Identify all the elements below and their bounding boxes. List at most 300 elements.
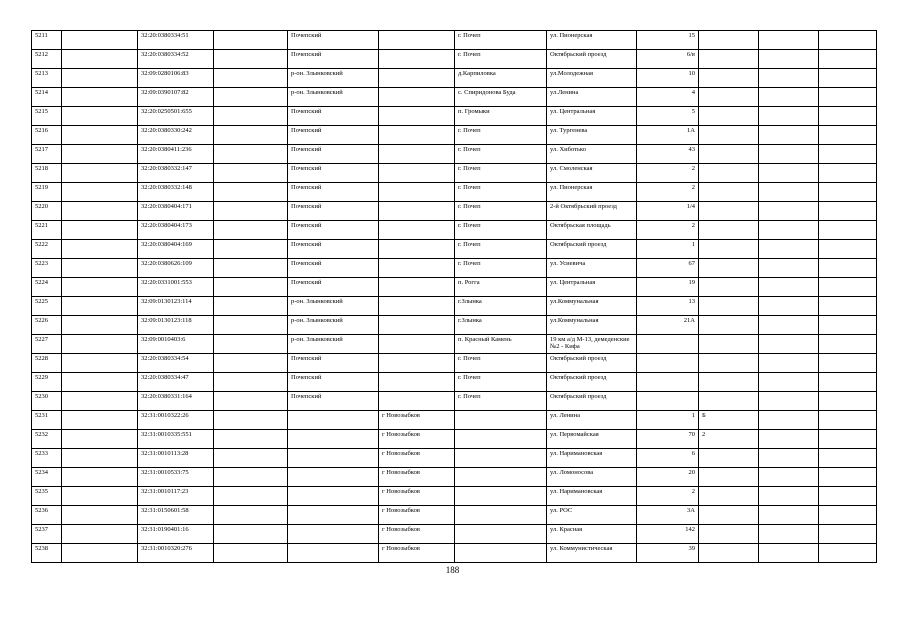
- table-cell: 5233: [32, 449, 62, 468]
- table-cell: [759, 164, 819, 183]
- table-cell: [455, 430, 547, 449]
- table-cell: 5235: [32, 487, 62, 506]
- table-cell: 32:31:0150601:58: [138, 506, 214, 525]
- table-cell: [819, 316, 877, 335]
- table-cell: [759, 107, 819, 126]
- table-cell: [699, 449, 759, 468]
- table-cell: [62, 107, 138, 126]
- table-cell: д.Карпиловка: [455, 69, 547, 88]
- table-cell: [62, 506, 138, 525]
- table-cell: [214, 506, 288, 525]
- table-cell: г Новозыбков: [379, 506, 455, 525]
- table-cell: [62, 487, 138, 506]
- table-cell: ул.Молодежная: [547, 69, 637, 88]
- table-cell: с. Спиридонова Буда: [455, 88, 547, 107]
- table-cell: [214, 354, 288, 373]
- table-cell: 32:20:0380404:169: [138, 240, 214, 259]
- table-cell: 43: [637, 145, 699, 164]
- table-cell: г. Почеп: [455, 221, 547, 240]
- table-cell: 5: [637, 107, 699, 126]
- table-cell: [379, 335, 455, 354]
- table-cell: 32:20:0331001:553: [138, 278, 214, 297]
- table-cell: [819, 525, 877, 544]
- table-row: [32, 392, 877, 411]
- table-cell: г. Почеп: [455, 373, 547, 392]
- table-cell: [62, 183, 138, 202]
- table-cell: ул. Ленина: [547, 411, 637, 430]
- table-cell: п. Громыки: [455, 107, 547, 126]
- table-row: [32, 487, 877, 506]
- table-cell: [214, 50, 288, 69]
- table-cell: [699, 506, 759, 525]
- table-cell: ул. Центральная: [547, 107, 637, 126]
- table-cell: [214, 202, 288, 221]
- table-cell: [455, 525, 547, 544]
- table-cell: 5237: [32, 525, 62, 544]
- table-cell: [62, 31, 138, 50]
- table-cell: [455, 544, 547, 563]
- table-cell: [214, 297, 288, 316]
- table-cell: г. Почеп: [455, 126, 547, 145]
- table-cell: Почепский: [288, 107, 379, 126]
- table-cell: 32:09:0280106:83: [138, 69, 214, 88]
- table-cell: [819, 411, 877, 430]
- table-cell: [699, 164, 759, 183]
- table-cell: [699, 544, 759, 563]
- table-cell: [819, 126, 877, 145]
- table-cell: [62, 145, 138, 164]
- table-cell: [819, 164, 877, 183]
- table-cell: г Новозыбков: [379, 430, 455, 449]
- table-cell: [214, 88, 288, 107]
- table-cell: г. Почеп: [455, 164, 547, 183]
- table-row: [32, 506, 877, 525]
- table-cell: [759, 392, 819, 411]
- table-cell: Б: [699, 411, 759, 430]
- table-cell: [214, 126, 288, 145]
- table-cell: ул. Первомайская: [547, 430, 637, 449]
- table-cell: [288, 411, 379, 430]
- table-cell: [288, 468, 379, 487]
- table-row: [32, 31, 877, 50]
- table-cell: ул. Наримановская: [547, 449, 637, 468]
- table-cell: [62, 354, 138, 373]
- table-cell: 2-й Октябрьский проезд: [547, 202, 637, 221]
- table-cell: г. Почеп: [455, 354, 547, 373]
- table-cell: р-он. Злынковский: [288, 297, 379, 316]
- table-cell: 1/4: [637, 202, 699, 221]
- table-cell: [62, 430, 138, 449]
- table-cell: [699, 107, 759, 126]
- registry-rows: [32, 31, 877, 563]
- table-cell: ул.Ленина: [547, 88, 637, 107]
- table-cell: г Новозыбков: [379, 468, 455, 487]
- table-cell: 39: [637, 544, 699, 563]
- table-cell: [214, 107, 288, 126]
- table-cell: [379, 202, 455, 221]
- table-row: [32, 259, 877, 278]
- table-cell: 32:20:0380331:164: [138, 392, 214, 411]
- table-cell: 32:09:0390107:82: [138, 88, 214, 107]
- table-cell: 5219: [32, 183, 62, 202]
- table-cell: [759, 373, 819, 392]
- table-cell: [214, 373, 288, 392]
- table-cell: 32:31:0010113:28: [138, 449, 214, 468]
- table-cell: [819, 69, 877, 88]
- table-cell: 32:31:0010533:75: [138, 468, 214, 487]
- table-cell: 5221: [32, 221, 62, 240]
- table-cell: 5215: [32, 107, 62, 126]
- table-cell: 5231: [32, 411, 62, 430]
- table-cell: [759, 50, 819, 69]
- table-cell: ул. Ломоносова: [547, 468, 637, 487]
- table-cell: 19: [637, 278, 699, 297]
- table-row: [32, 316, 877, 335]
- table-cell: [62, 297, 138, 316]
- table-cell: 5236: [32, 506, 62, 525]
- table-cell: [214, 487, 288, 506]
- table-cell: 2: [699, 430, 759, 449]
- table-cell: [214, 221, 288, 240]
- table-cell: 32:31:0010335:551: [138, 430, 214, 449]
- table-cell: [759, 468, 819, 487]
- table-cell: 1: [637, 411, 699, 430]
- table-cell: 2: [637, 183, 699, 202]
- table-cell: 5213: [32, 69, 62, 88]
- table-cell: [699, 259, 759, 278]
- table-cell: [62, 88, 138, 107]
- table-cell: [62, 316, 138, 335]
- table-cell: [214, 449, 288, 468]
- table-cell: [699, 221, 759, 240]
- table-row: [32, 354, 877, 373]
- table-cell: Октябрьский проезд: [547, 373, 637, 392]
- table-cell: [62, 164, 138, 183]
- table-cell: 2: [637, 221, 699, 240]
- table-cell: [62, 50, 138, 69]
- table-row: [32, 335, 877, 354]
- table-cell: 3А: [637, 506, 699, 525]
- table-cell: [699, 240, 759, 259]
- table-cell: 32:31:0010320:276: [138, 544, 214, 563]
- table-cell: [62, 335, 138, 354]
- table-row: [32, 411, 877, 430]
- table-cell: [455, 411, 547, 430]
- table-row: [32, 544, 877, 563]
- table-cell: Почепский: [288, 202, 379, 221]
- table-cell: 6/в: [637, 50, 699, 69]
- table-cell: р-он. Злынковский: [288, 316, 379, 335]
- table-cell: 15: [637, 31, 699, 50]
- table-cell: [819, 31, 877, 50]
- table-cell: [62, 544, 138, 563]
- table-cell: [379, 259, 455, 278]
- table-cell: ул. Пионерская: [547, 183, 637, 202]
- table-cell: 21А: [637, 316, 699, 335]
- table-cell: [637, 373, 699, 392]
- table-cell: г. Почеп: [455, 259, 547, 278]
- table-cell: Октябрьский проезд: [547, 392, 637, 411]
- table-cell: [759, 316, 819, 335]
- table-cell: [379, 164, 455, 183]
- table-cell: Почепский: [288, 221, 379, 240]
- table-cell: [759, 126, 819, 145]
- table-cell: [759, 69, 819, 88]
- table-cell: р-он. Злынковский: [288, 69, 379, 88]
- table-cell: [819, 297, 877, 316]
- table-cell: 5220: [32, 202, 62, 221]
- table-cell: [214, 259, 288, 278]
- table-cell: [759, 183, 819, 202]
- table-cell: [214, 525, 288, 544]
- table-cell: 5224: [32, 278, 62, 297]
- table-cell: [819, 50, 877, 69]
- table-cell: [62, 126, 138, 145]
- table-cell: п. Рогга: [455, 278, 547, 297]
- table-cell: [699, 69, 759, 88]
- table-row: [32, 240, 877, 259]
- table-cell: [637, 335, 699, 354]
- table-cell: [759, 240, 819, 259]
- table-cell: 5214: [32, 88, 62, 107]
- table-cell: [214, 164, 288, 183]
- table-cell: [699, 278, 759, 297]
- table-cell: [819, 221, 877, 240]
- table-cell: [214, 544, 288, 563]
- table-row: [32, 126, 877, 145]
- table-cell: Почепский: [288, 259, 379, 278]
- table-cell: ул. Наримановская: [547, 487, 637, 506]
- table-cell: [288, 506, 379, 525]
- table-cell: [819, 373, 877, 392]
- table-cell: [288, 525, 379, 544]
- table-cell: [759, 221, 819, 240]
- table-cell: [214, 335, 288, 354]
- table-cell: г. Почеп: [455, 183, 547, 202]
- table-cell: 70: [637, 430, 699, 449]
- table-cell: 5217: [32, 145, 62, 164]
- table-cell: 5229: [32, 373, 62, 392]
- table-cell: [759, 544, 819, 563]
- table-cell: [62, 259, 138, 278]
- table-cell: [699, 487, 759, 506]
- table-cell: [379, 240, 455, 259]
- table-cell: [214, 392, 288, 411]
- table-row: [32, 202, 877, 221]
- table-cell: 5232: [32, 430, 62, 449]
- table-cell: [379, 145, 455, 164]
- table-cell: [62, 373, 138, 392]
- registry-table: [31, 30, 877, 563]
- table-cell: [214, 31, 288, 50]
- table-cell: [379, 183, 455, 202]
- table-cell: [214, 183, 288, 202]
- table-cell: [759, 88, 819, 107]
- table-cell: 5230: [32, 392, 62, 411]
- table-cell: [379, 354, 455, 373]
- table-cell: 32:09:0130123:114: [138, 297, 214, 316]
- table-cell: [759, 259, 819, 278]
- table-cell: Октябрьский проезд: [547, 50, 637, 69]
- table-cell: [699, 202, 759, 221]
- table-cell: 67: [637, 259, 699, 278]
- table-cell: [379, 392, 455, 411]
- table-row: [32, 145, 877, 164]
- table-cell: [62, 411, 138, 430]
- table-cell: 32:20:0380334:47: [138, 373, 214, 392]
- table-cell: [819, 240, 877, 259]
- table-cell: [214, 430, 288, 449]
- table-cell: г. Почеп: [455, 50, 547, 69]
- table-cell: [62, 278, 138, 297]
- table-cell: [379, 297, 455, 316]
- table-cell: 32:09:0010403:6: [138, 335, 214, 354]
- table-cell: [699, 525, 759, 544]
- table-cell: [62, 221, 138, 240]
- table-cell: [819, 145, 877, 164]
- table-cell: г.Злынка: [455, 297, 547, 316]
- table-cell: [379, 50, 455, 69]
- table-cell: 5225: [32, 297, 62, 316]
- table-cell: [214, 240, 288, 259]
- table-cell: [214, 278, 288, 297]
- table-cell: [379, 373, 455, 392]
- table-cell: [819, 202, 877, 221]
- table-cell: р-он. Злынковский: [288, 335, 379, 354]
- table-cell: 32:31:0190401:16: [138, 525, 214, 544]
- table-cell: [759, 202, 819, 221]
- table-cell: [819, 449, 877, 468]
- table-row: [32, 449, 877, 468]
- table-cell: п. Красный Камень: [455, 335, 547, 354]
- table-cell: [759, 430, 819, 449]
- table-cell: г Новозыбков: [379, 411, 455, 430]
- table-cell: [759, 411, 819, 430]
- table-cell: [819, 430, 877, 449]
- table-cell: [759, 487, 819, 506]
- table-row: [32, 373, 877, 392]
- table-cell: 142: [637, 525, 699, 544]
- table-cell: [759, 278, 819, 297]
- table-cell: [759, 297, 819, 316]
- table-cell: ул. Коммунистическая: [547, 544, 637, 563]
- table-cell: 1: [637, 240, 699, 259]
- table-cell: [699, 145, 759, 164]
- table-cell: [637, 354, 699, 373]
- table-cell: [214, 69, 288, 88]
- table-cell: 6: [637, 449, 699, 468]
- table-cell: [759, 145, 819, 164]
- table-cell: ул. Усиевича: [547, 259, 637, 278]
- table-cell: 5226: [32, 316, 62, 335]
- table-cell: 5223: [32, 259, 62, 278]
- table-cell: Почепский: [288, 50, 379, 69]
- table-cell: [699, 183, 759, 202]
- table-cell: г. Почеп: [455, 240, 547, 259]
- table-cell: [455, 449, 547, 468]
- table-cell: 32:31:0010117:23: [138, 487, 214, 506]
- table-cell: [819, 107, 877, 126]
- table-cell: [699, 468, 759, 487]
- table-cell: 2: [637, 164, 699, 183]
- table-cell: Почепский: [288, 278, 379, 297]
- table-cell: 5238: [32, 544, 62, 563]
- table-cell: [288, 487, 379, 506]
- table-cell: [214, 316, 288, 335]
- table-cell: 19 км а/д М-13, демеденские №2 - Кифа: [547, 335, 637, 354]
- table-cell: 32:20:0250501:655: [138, 107, 214, 126]
- table-cell: 32:20:0380334:51: [138, 31, 214, 50]
- table-cell: Октябрьская площадь: [547, 221, 637, 240]
- table-cell: [288, 544, 379, 563]
- table-cell: 32:20:0380626:109: [138, 259, 214, 278]
- page-number: 188: [445, 565, 460, 575]
- table-cell: г. Почеп: [455, 392, 547, 411]
- table-cell: [379, 316, 455, 335]
- table-cell: [759, 525, 819, 544]
- table-cell: [759, 506, 819, 525]
- table-cell: 5228: [32, 354, 62, 373]
- table-cell: [819, 544, 877, 563]
- table-cell: [62, 449, 138, 468]
- table-cell: [699, 297, 759, 316]
- table-cell: Октябрьский проезд: [547, 354, 637, 373]
- table-cell: Почепский: [288, 126, 379, 145]
- table-row: [32, 525, 877, 544]
- table-cell: 2: [637, 487, 699, 506]
- table-cell: 13: [637, 297, 699, 316]
- table-cell: [759, 449, 819, 468]
- table-row: [32, 297, 877, 316]
- table-cell: [699, 31, 759, 50]
- table-cell: [699, 50, 759, 69]
- table-cell: 5211: [32, 31, 62, 50]
- table-cell: [699, 126, 759, 145]
- table-cell: р-он. Злынковский: [288, 88, 379, 107]
- table-cell: 10: [637, 69, 699, 88]
- table-cell: [62, 69, 138, 88]
- table-cell: г. Почеп: [455, 31, 547, 50]
- table-cell: [699, 316, 759, 335]
- table-cell: [288, 430, 379, 449]
- table-cell: [759, 354, 819, 373]
- table-cell: 20: [637, 468, 699, 487]
- table-cell: [455, 487, 547, 506]
- table-cell: ул.Коммунальная: [547, 297, 637, 316]
- table-cell: [819, 506, 877, 525]
- table-row: [32, 107, 877, 126]
- table-cell: 5234: [32, 468, 62, 487]
- table-cell: [699, 88, 759, 107]
- table-cell: [819, 259, 877, 278]
- table-cell: Почепский: [288, 240, 379, 259]
- table-cell: [819, 183, 877, 202]
- table-cell: 32:20:0380334:54: [138, 354, 214, 373]
- table-cell: [819, 278, 877, 297]
- table-cell: ул. Смоленская: [547, 164, 637, 183]
- table-cell: 32:09:0130123:118: [138, 316, 214, 335]
- table-cell: ул. Тургенева: [547, 126, 637, 145]
- table-row: [32, 183, 877, 202]
- table-cell: 32:20:0380411:236: [138, 145, 214, 164]
- table-cell: [637, 392, 699, 411]
- table-cell: г. Почеп: [455, 202, 547, 221]
- table-cell: 32:20:0380332:147: [138, 164, 214, 183]
- table-cell: 4: [637, 88, 699, 107]
- table-cell: Почепский: [288, 31, 379, 50]
- table-cell: 32:20:0380330:242: [138, 126, 214, 145]
- table-cell: 32:20:0380404:173: [138, 221, 214, 240]
